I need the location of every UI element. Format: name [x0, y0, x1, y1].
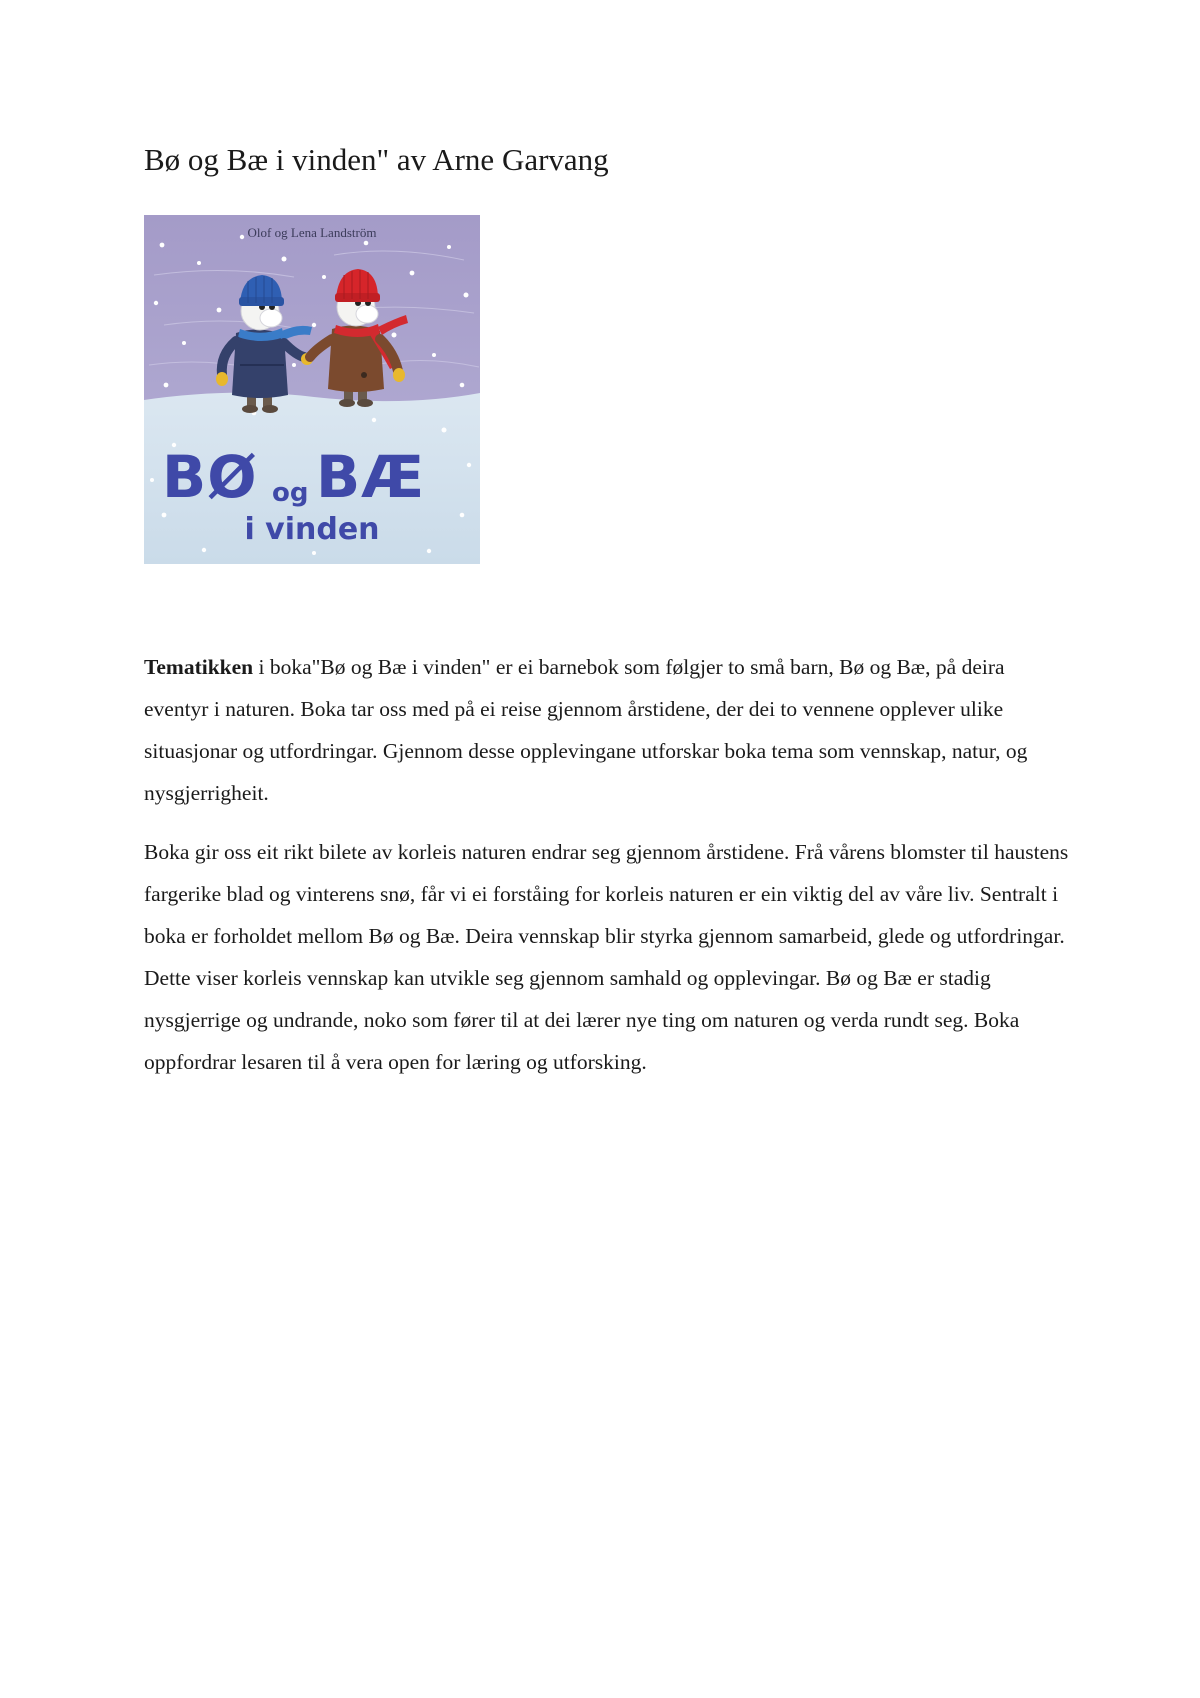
paragraph-2: Boka gir oss eit rikt bilete av korleis naturen endrar seg gjennom årstidene. Frå vårens blomster til haustens fargerike blad og vinterens snø, får vi ei forståing for korleis naturen er ein viktig del av våre liv. Sentralt i boka er forholdet mellom Bø og Bæ. Deira vennskap blir styrka gjennom samarbeid, glede og utfordringar. Dette viser korleis vennskap kan utvikle seg gjennom samhald og opplevingar. Bø og Bæ er stadig nysgjerrige og undrande, noko som fører til at dei lærer nye ting om naturen og verda rundt seg. Boka oppfordrar lesaren til å vera open for læring og utforsking.	[144, 840, 1069, 1074]
cover-logo-og: og	[272, 478, 309, 508]
cover-logo-bae: BÆ	[316, 443, 426, 511]
document-title: Bø og Bæ i vinden" av Arne Garvang	[144, 142, 609, 177]
paragraph-1-text: i boka"Bø og Bæ i vinden" er ei barnebok som følgjer to små barn, Bø og Bæ, på deira eventyr i naturen. Boka tar oss med på ei reise gjennom årstidene, der dei to vennene opplever ulike situasjonar og utfordringar. Gjennom desse opplevingane utforskar boka tema som vennskap, natur, og nysgjerrigheit.	[144, 655, 1028, 805]
cover-author-line: Olof og Lena Landström	[247, 225, 377, 240]
cover-logo-subtitle: i vinden	[244, 512, 380, 547]
document-body	[144, 646, 1074, 1100]
paragraph-1	[144, 646, 1074, 814]
cover-logo-bo: BØ	[162, 443, 258, 511]
paragraph-1-bold-lead: Tematikken	[144, 655, 254, 679]
book-cover-image	[144, 215, 480, 564]
